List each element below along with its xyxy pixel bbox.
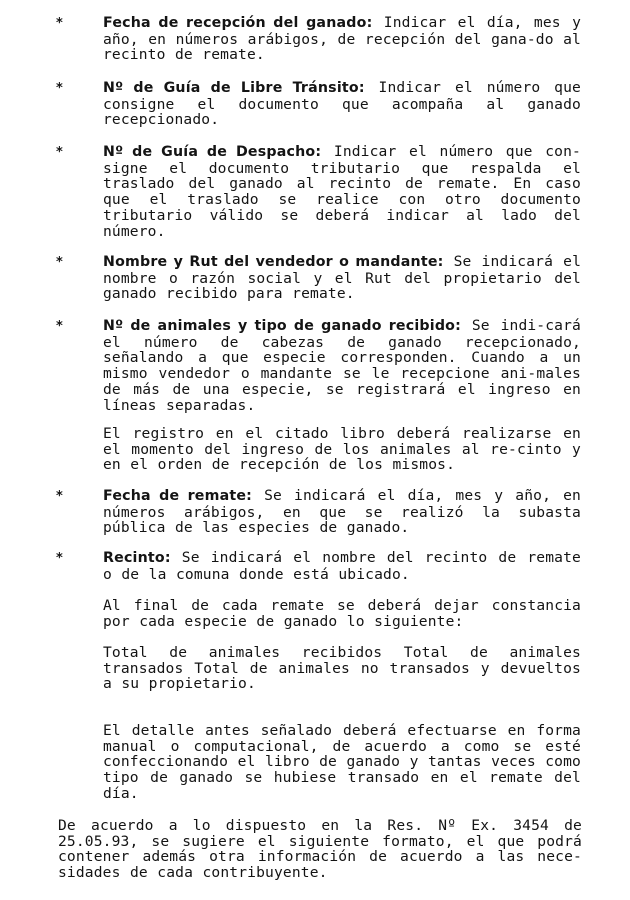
bullet-marker: * — [56, 319, 63, 334]
paragraph-text: El registro en el citado libro deberá realizarse en el momento del ingreso de los animales al re-cinto y en el orden de recepción de los mismos. — [103, 425, 581, 474]
paragraph-registro — [103, 426, 581, 473]
item-guia-despacho — [103, 144, 581, 239]
item-fecha-recepcion — [103, 15, 581, 63]
item-text: Se indicará el día, mes y año, en números arábigos, en que se realizó la subasta pública de las especies de ganado. — [103, 487, 581, 537]
item-heading: Recinto: — [103, 550, 171, 566]
item-text: Indicar el día, mes y año, en números arábigos, de recepción del gana-do al recinto de remate. — [103, 14, 582, 64]
paragraph-text: Al final de cada remate se deberá dejar constancia por cada especie de ganado lo siguiente: — [103, 597, 581, 630]
item-text: Indicar el número que con-signe el documento tributario que respalda el traslado del ganado al recinto de remate. En caso que el traslado se realice con otro documento tributario válido se deberá indicar al lado del número. — [103, 143, 581, 240]
paragraph-text: De acuerdo a lo dispuesto en la Res. Nº Ex. 3454 de 25.05.93, se sugiere el siguiente formato, el que podrá contener además otra información de acuerdo a las nece-sidades de cada contribuyente. — [58, 817, 582, 882]
paragraph-de-acuerdo — [58, 818, 582, 881]
item-heading: Fecha de recepción del ganado: — [103, 15, 373, 31]
bullet-marker: * — [56, 145, 63, 160]
item-text: Se indi-cará el número de cabezas de ganado recepcionado, señalando a que especie corresponden. Cuando a un mismo vendedor o mandante se le recepcione ani-males de más de una especie, se registrará el ingreso en líneas separadas. — [103, 317, 581, 414]
item-heading: Nº de animales y tipo de ganado recibido: — [103, 318, 461, 334]
bullet-marker: * — [56, 81, 63, 96]
paragraph-text: El detalle antes señalado deberá efectuarse en forma manual o computacional, de acuerdo a como se esté confeccionando el libro de ganado y tantas veces como tipo de ganado se hubiese transado en el remate del día. — [103, 722, 581, 802]
paragraph-detalle — [103, 723, 581, 802]
paragraph-text: Total de animales recibidos Total de animales transados Total de animales no transados y devueltos a su propietario. — [103, 644, 581, 693]
bullet-marker: * — [56, 255, 63, 270]
bullet-marker: * — [56, 489, 63, 504]
paragraph-al-final — [103, 598, 581, 629]
item-heading: Nº de Guía de Libre Tránsito: — [103, 80, 365, 96]
item-heading: Nombre y Rut del vendedor o mandante: — [103, 254, 444, 270]
bullet-marker: * — [56, 551, 63, 566]
item-text: Indicar el número que consigne el documento que acompaña al ganado recepcionado. — [103, 79, 581, 129]
item-recinto — [103, 550, 581, 582]
item-text: Se indicará el nombre del recinto de remate o de la comuna donde está ubicado. — [103, 549, 581, 583]
item-numero-animales — [103, 318, 581, 413]
item-fecha-remate — [103, 488, 581, 536]
item-guia-libre-transito — [103, 80, 581, 128]
item-heading: Fecha de remate: — [103, 488, 253, 504]
paragraph-totales — [103, 645, 581, 692]
bullet-marker: * — [56, 16, 63, 31]
item-nombre-rut — [103, 254, 581, 302]
item-text: Se indicará el nombre o razón social y el Rut del propietario del ganado recibido para remate. — [103, 253, 582, 303]
item-heading: Nº de Guía de Despacho: — [103, 144, 322, 160]
